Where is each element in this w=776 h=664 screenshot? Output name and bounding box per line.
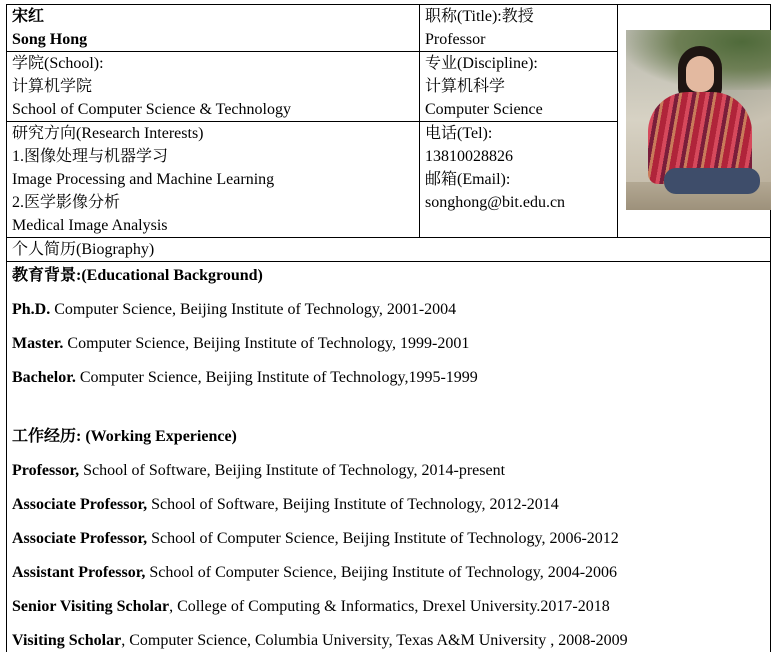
work-item: Associate Professor, School of Software, Beijing Institute of Technology, 2012-2014 <box>12 496 559 513</box>
title-label: 职称(Title):教授 <box>425 8 534 25</box>
profile-page <box>6 4 770 664</box>
title-cell <box>420 5 618 52</box>
discipline-cn: 计算机科学 <box>425 78 506 95</box>
contact-cell <box>420 122 618 238</box>
education-heading: 教育背景:(Educational Background) <box>12 267 263 284</box>
school-en: School of Computer Science & Technology <box>12 101 291 118</box>
photo-cell <box>618 5 771 238</box>
name-cn: 宋红 <box>12 8 45 25</box>
research-1-cn: 1.图像处理与机器学习 <box>12 148 169 165</box>
tel-label: 电话(Tel): <box>425 125 493 142</box>
name-cell <box>7 5 420 52</box>
email-value[interactable]: songhong@bit.edu.cn <box>425 194 566 211</box>
education-item: Ph.D. Computer Science, Beijing Institute of Technology, 2001-2004 <box>12 301 457 318</box>
title-value: Professor <box>425 31 486 48</box>
work-item: Professor, School of Software, Beijing Institute of Technology, 2014-present <box>12 462 506 479</box>
biography-cell <box>7 262 771 653</box>
email-label: 邮箱(Email): <box>425 171 511 188</box>
school-label: 学院(School): <box>12 55 104 72</box>
name-en: Song Hong <box>12 31 88 48</box>
school-cell <box>7 52 420 122</box>
work-item: Assistant Professor, School of Computer Science, Beijing Institute of Technology, 2004-2006 <box>12 564 618 581</box>
research-1-en: Image Processing and Machine Learning <box>12 171 275 188</box>
profile-photo <box>626 30 771 210</box>
biography-label-cell <box>7 238 771 262</box>
research-cell <box>7 122 420 238</box>
biography-body <box>7 264 770 652</box>
education-item: Bachelor. Computer Science, Beijing Institute of Technology,1995-1999 <box>12 369 478 386</box>
discipline-label: 专业(Discipline): <box>425 55 538 72</box>
work-item: Associate Professor, School of Computer Science, Beijing Institute of Technology, 2006-2012 <box>12 530 619 547</box>
education-item: Master. Computer Science, Beijing Institute of Technology, 1999-2001 <box>12 335 470 352</box>
biography-label: 个人简历(Biography) <box>12 241 155 258</box>
research-2-cn: 2.医学影像分析 <box>12 194 121 211</box>
work-item: Senior Visiting Scholar, College of Computing & Informatics, Drexel University.2017-2018 <box>12 598 610 615</box>
tel-value: 13810028826 <box>425 148 513 165</box>
research-2-en: Medical Image Analysis <box>12 217 168 234</box>
work-item: Visiting Scholar, Computer Science, Columbia University, Texas A&M University , 2008-2009 <box>12 632 628 649</box>
school-cn: 计算机学院 <box>12 78 93 95</box>
work-heading: 工作经历: (Working Experience) <box>12 428 237 445</box>
discipline-cell <box>420 52 618 122</box>
research-label: 研究方向(Research Interests) <box>12 125 204 142</box>
profile-table <box>6 4 771 652</box>
discipline-en: Computer Science <box>425 101 543 118</box>
